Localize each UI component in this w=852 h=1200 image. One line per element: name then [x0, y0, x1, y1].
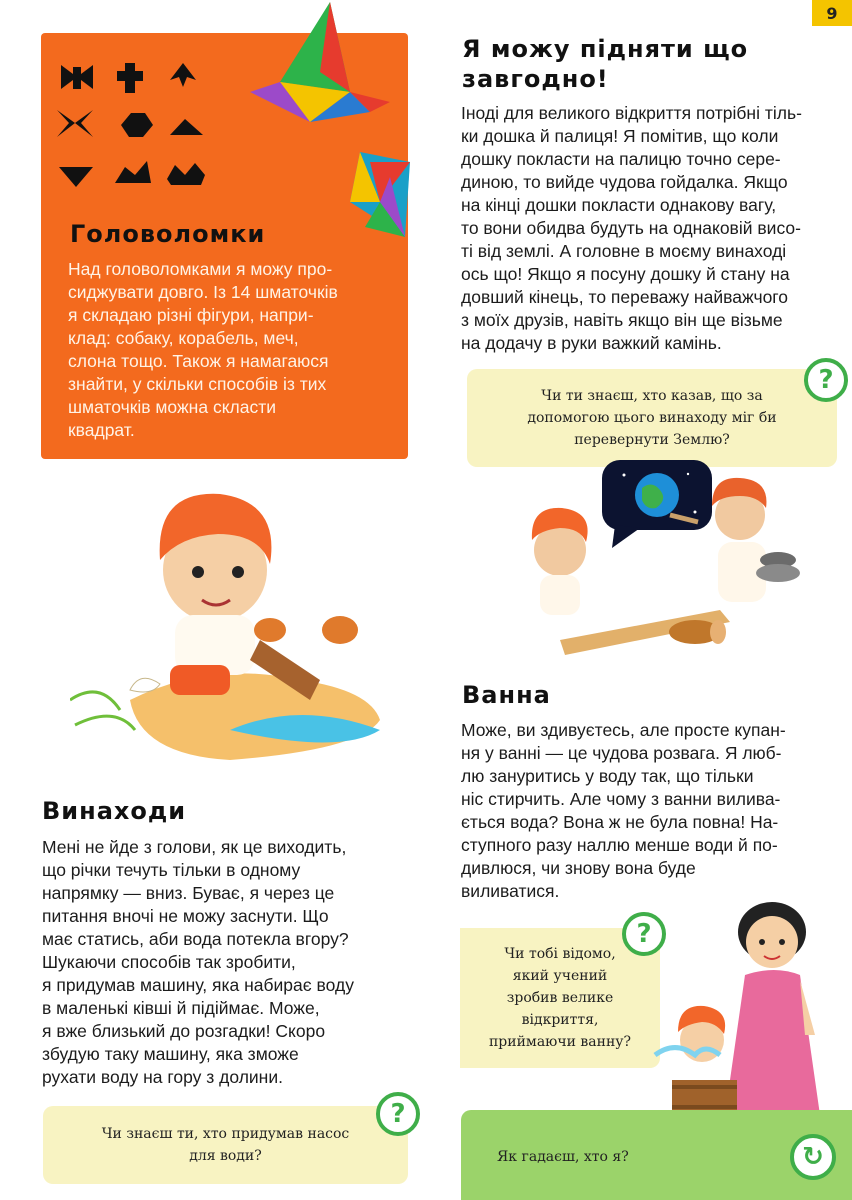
- bath-question-line: який учений: [512, 968, 608, 984]
- inventions-line: в маленькі ківші й підіймає. Може,: [42, 998, 320, 1018]
- bath-line: дивлюся, чи знову вона буде: [461, 858, 696, 878]
- inventions-line: напрямку — вниз. Буває, я через це: [42, 883, 335, 903]
- bath-line: ється вода? Вона ж не була повна! На-: [461, 812, 779, 832]
- inventions-line: питання вночі не можу заснути. Що: [42, 906, 329, 926]
- bath-line: ня у ванні — це чудова розвага. Я люб-: [461, 743, 782, 763]
- guess-label: Як гадаєш, хто я?: [497, 1149, 629, 1165]
- question-mark-icon: ?: [804, 358, 848, 402]
- page-number: 9: [812, 0, 852, 26]
- lift-title-line: завгодно!: [462, 65, 609, 93]
- bath-illustration: [650, 880, 850, 1120]
- inventions-question-line: для води?: [189, 1148, 262, 1164]
- lift-line: довший кінець, то переважу найважчого: [461, 287, 789, 307]
- inventions-line: Шукаючи способів так зробити,: [42, 952, 296, 972]
- bath-line: виливатися.: [461, 881, 560, 901]
- inventions-question-box: [43, 1106, 408, 1184]
- bath-text: [461, 719, 851, 903]
- puzzles-line: клад: собаку, корабель, меч,: [68, 328, 299, 348]
- lift-question-line: допомогою цього винаходу міг би: [527, 410, 777, 426]
- lift-line: на кінці дошки покласти однакову вагу,: [461, 195, 777, 215]
- lift-line: диною, то вийде чудова гойдалка. Якщо: [461, 172, 788, 192]
- puzzles-line: квадрат.: [68, 420, 135, 440]
- lift-line: ті від землі. А головне в моєму винаході: [461, 241, 787, 261]
- seesaw-illustration: [520, 460, 840, 670]
- inventions-line: Мені не йде з голови, як це виходить,: [42, 837, 347, 857]
- inventions-question-line: Чи знаєш ти, хто придумав насос: [101, 1126, 350, 1142]
- inventions-line: збудую таку машину, яка зможе: [42, 1044, 299, 1064]
- puzzles-line: знайти, у скільки способів із тих: [68, 374, 327, 394]
- inventor-boy-illustration: [70, 490, 390, 760]
- puzzles-title: Головоломки: [70, 220, 266, 248]
- inventions-line: я придумав машину, яка набирає воду: [42, 975, 354, 995]
- lift-question-box: [467, 369, 837, 467]
- question-mark-icon: ?: [376, 1092, 420, 1136]
- bath-line: Може, ви здивуєтесь, але просте купан-: [461, 720, 786, 740]
- bath-question-line: Чи тобі відомо,: [504, 946, 616, 962]
- lift-line: дошку покласти на палицю точно сере-: [461, 149, 781, 169]
- bath-question-line: приймаючи ванну?: [488, 1034, 632, 1050]
- lift-title: [462, 34, 748, 94]
- lift-question-line: Чи ти знаєш, хто казав, що за: [541, 388, 763, 404]
- tangram-silhouettes-icon: [55, 55, 225, 205]
- puzzles-line: я складаю різні фігури, напри-: [68, 305, 314, 325]
- puzzles-line: Над головоломками я можу про-: [68, 259, 333, 279]
- lift-text: [461, 102, 851, 355]
- lift-title-line: Я можу підняти що: [462, 35, 749, 63]
- lift-line: на додачу в руки важкий камінь.: [461, 333, 722, 353]
- puzzles-text: [68, 258, 398, 442]
- redo-icon[interactable]: ↻: [790, 1134, 836, 1180]
- puzzles-line: сиджувати довго. Із 14 шматочків: [68, 282, 338, 302]
- lift-line: ки дошка й палиця! Я помітив, що коли: [461, 126, 779, 146]
- bath-line: ступного разу наллю менше води й по-: [461, 835, 778, 855]
- inventions-line: що річки течуть тільки в одному: [42, 860, 301, 880]
- inventions-text: [42, 836, 422, 1089]
- bath-title: Ванна: [462, 681, 551, 709]
- inventions-line: має статись, аби вода потекла вгору?: [42, 929, 349, 949]
- bath-line: лю зануритись у воду так, що тільки: [461, 766, 754, 786]
- bath-question-line: зробив велике: [506, 990, 614, 1006]
- bath-line: ніс стирчить. Але чому з ванни вилива-: [461, 789, 781, 809]
- question-mark-icon: ?: [622, 912, 666, 956]
- lift-line: то вони обидва будуть на однаковій висо-: [461, 218, 801, 238]
- lift-line: з моїх друзів, навіть якщо він ще візьме: [461, 310, 783, 330]
- inventions-line: рухати воду на гору з долини.: [42, 1067, 283, 1087]
- puzzles-line: шматочків можна скласти: [68, 397, 277, 417]
- lift-question-line: перевернути Землю?: [574, 432, 730, 448]
- inventions-title: Винаходи: [42, 797, 187, 825]
- lift-line: Іноді для великого відкриття потрібні тіль-: [461, 103, 802, 123]
- lift-line: ось що! Якщо я посуну дошку й стану на: [461, 264, 790, 284]
- puzzles-line: слона тощо. Також я намагаюся: [68, 351, 329, 371]
- inventions-line: я вже близький до розгадки! Скоро: [42, 1021, 326, 1041]
- bath-question-line: відкриття,: [521, 1012, 599, 1028]
- origami-crane-icon: [250, 2, 410, 242]
